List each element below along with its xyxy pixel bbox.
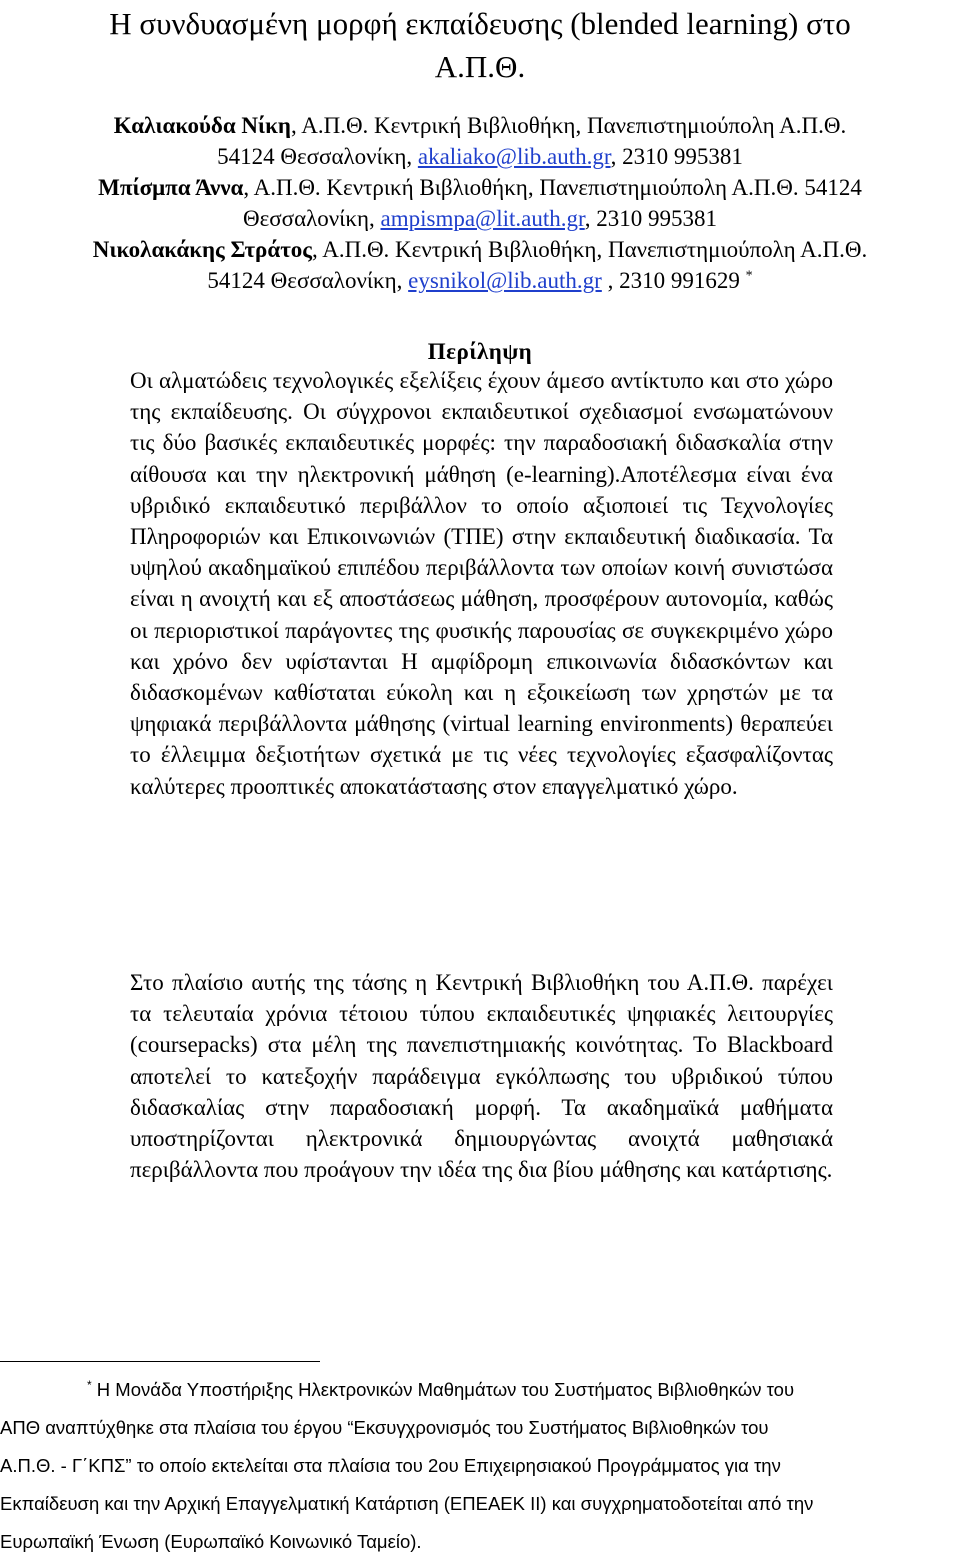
- author-affiliation: , Α.Π.Θ. Κεντρική Βιβλιοθήκη, Πανεπιστημιούπολη Α.Π.Θ. 54124: [243, 175, 862, 200]
- author-phone: , 2310 995381: [584, 206, 717, 231]
- author-phone: , 2310 995381: [610, 144, 743, 169]
- author-2-line-1: [0, 172, 960, 203]
- footnote: [0, 1371, 960, 1561]
- author-name: Νικολακάκης Στράτος: [92, 237, 312, 262]
- author-city: Θεσσαλονίκη,: [243, 206, 381, 231]
- author-email-link[interactable]: akaliako@lib.auth.gr: [417, 144, 611, 169]
- footnote-line-2: ΑΠΘ αναπτύχθηκε στα πλαίσια του έργου “Εκσυγχρονισμός του Συστήματος Βιβλιοθηκών του: [0, 1417, 769, 1438]
- footnote-line-1: [0, 1371, 960, 1409]
- footnote-separator: [0, 1361, 320, 1362]
- abstract-heading: Περίληψη: [427, 339, 533, 364]
- paper-title: [0, 2, 960, 88]
- author-3-line-1: [0, 234, 960, 265]
- author-3-line-2: [0, 265, 960, 296]
- author-1-line-2: [0, 141, 960, 172]
- author-email-link[interactable]: eysnikol@lib.auth.gr: [408, 268, 602, 293]
- author-affiliation: , Α.Π.Θ. Κεντρική Βιβλιοθήκη, Πανεπιστημιούπολη Α.Π.Θ.: [291, 113, 847, 138]
- author-affiliation: , Α.Π.Θ. Κεντρική Βιβλιοθήκη, Πανεπιστημιούπολη Α.Π.Θ.: [312, 237, 868, 262]
- author-phone: , 2310 991629: [601, 268, 746, 293]
- abstract-paragraph-1: Οι αλματώδεις τεχνολογικές εξελίξεις έχουν άμεσο αντίκτυπο και στο χώρο της εκπαίδευσης. Οι σύγχρονοι εκπαιδευτικοί σχεδιασμοί ενσωματώνουν τις δύο βασικές εκπαιδευτικές μορφές: την παραδοσιακή διδασκαλία στην αίθουσα και την ηλεκτρονική μάθηση (e-learning).Αποτέλεσμα είναι ένα υβριδικό εκπαιδευτικό περιβάλλον το οποίο αξιοποιεί τις Τεχνολογίες Πληροφοριών και Επικοινωνιών (ΤΠΕ) στην εκπαιδευτική διαδικασία. Τα υψηλού ακαδημαϊκού επιπέδου περιβάλλοντα των οποίων κοινή συνιστώσα είναι η ανοιχτή και εξ αποστάσεως μάθηση, προσφέρουν αυτονομία, καθώς οι περιοριστικοί παράγοντες της φυσικής παρουσίας σε συγκεκριμένο χώρο και χρόνο δεν υφίστανται Η αμφίδρομη επικοινωνία διδασκόντων και διδασκομένων καθίσταται εύκολη και η εξοικείωση των χρηστών με τα ψηφιακά περιβάλλοντα μάθησης (virtual learning environments) θεραπεύει το έλλειμμα δεξιοτήτων σχετικά με τις νέες τεχνολογίες εξασφαλίζοντας καλύτερες προοπτικές αποκατάστασης στον επαγγελματικό χώρο.: [130, 368, 833, 799]
- author-1-line-1: [0, 110, 960, 141]
- author-2-line-2: [0, 203, 960, 234]
- footnote-mark: *: [87, 1377, 92, 1392]
- author-name: Καλιακούδα Νίκη: [113, 113, 291, 138]
- footnote-marker[interactable]: *: [745, 268, 753, 284]
- footnote-line-4: Εκπαίδευση και την Αρχική Επαγγελματική Κατάρτιση (ΕΠΕΑΕΚ ΙΙ) και συγχρηματοδοτείται από την: [0, 1493, 814, 1514]
- abstract-paragraph-2: Στο πλαίσιο αυτής της τάσης η Κεντρική Βιβλιοθήκη του Α.Π.Θ. παρέχει τα τελευταία χρόνια τέτοιου τύπου εκπαιδευτικές ψηφιακές λειτουργίες (coursepacks) στα μέλη της πανεπιστημιακής κοινότητας. Το Blackboard αποτελεί το κατεξοχήν παράδειγμα εγκόλπωσης του υβριδικού τύπου διδασκαλίας στην παραδοσιακή μορφή. Τα ακαδημαϊκά μαθήματα υποστηρίζονται ηλεκτρονικά δημιουργώντας ανοιχτά μαθησιακά περιβάλλοντα που προάγουν την ιδέα της δια βίου μάθησης και κατάρτισης.: [130, 970, 833, 1183]
- author-name: Μπίσμπα Άννα: [98, 175, 244, 200]
- author-city: 54124 Θεσσαλονίκη,: [217, 144, 418, 169]
- title-line-2: Α.Π.Θ.: [434, 49, 526, 84]
- author-email-link[interactable]: ampismpa@lit.auth.gr: [380, 206, 585, 231]
- title-line-1: Η συνδυασμένη μορφή εκπαίδευσης (blended learning) στο: [109, 6, 851, 41]
- author-city: 54124 Θεσσαλονίκη,: [207, 268, 409, 293]
- footnote-line-5: Ευρωπαϊκή Ένωση (Ευρωπαϊκό Κοινωνικό Ταμείο).: [0, 1531, 422, 1552]
- footnote-text: Η Μονάδα Υποστήριξης Ηλεκτρονικών Μαθημάτων του Συστήματος Βιβλιοθηκών του: [91, 1379, 795, 1400]
- footnote-line-3: Α.Π.Θ. - Γ΄ΚΠΣ” το οποίο εκτελείται στα πλαίσια του 2ου Επιχειρησιακού Προγράμματος για την: [0, 1455, 781, 1476]
- author-block: [0, 110, 960, 296]
